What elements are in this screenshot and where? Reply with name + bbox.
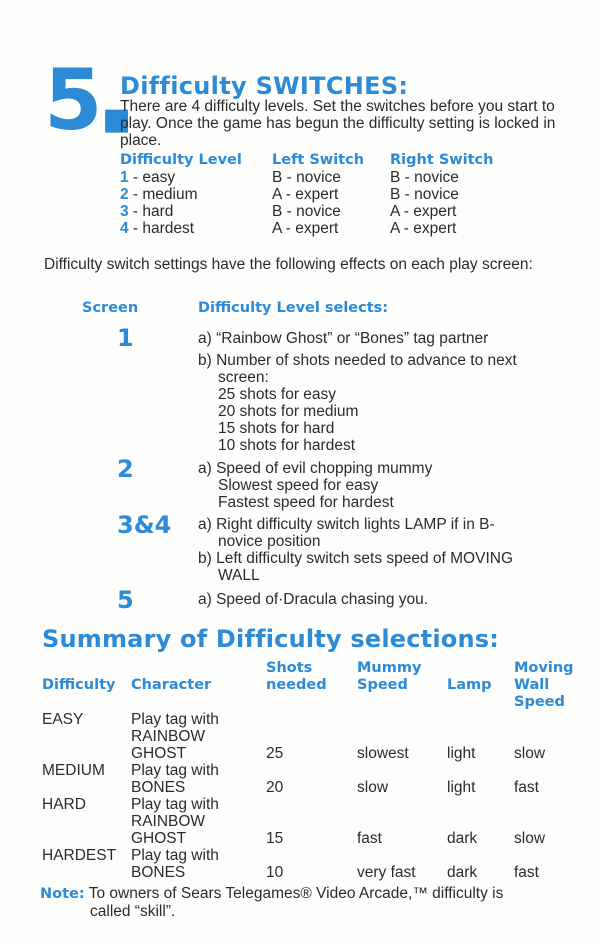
left-switch-value: A - expert: [272, 186, 339, 203]
summary-wall-speed: slow: [514, 830, 546, 847]
summary-lamp: light: [447, 745, 476, 762]
screen-number: 5: [117, 586, 134, 614]
screen-effect: Fastest speed for hardest: [218, 494, 394, 511]
summary-mummy-speed: slow: [357, 779, 389, 796]
screen-effect: a) “Rainbow Ghost” or “Bones” tag partner: [198, 330, 489, 347]
summary-lamp: dark: [447, 830, 478, 847]
summary-mummy-speed: very fast: [357, 864, 416, 881]
left-switch-column: [272, 152, 364, 237]
screen-number: 2: [117, 455, 134, 483]
summary-header-wall: Moving Wall Speed: [514, 660, 574, 710]
level-row: 1 - easy: [120, 169, 176, 186]
summary-header-mummy: Mummy Speed: [357, 660, 422, 693]
summary-header-character: Character: [131, 677, 212, 693]
summary-mummy-speed: slowest: [357, 745, 409, 762]
summary-shots: 20: [266, 779, 284, 796]
right-switch-value: B - novice: [390, 186, 459, 203]
summary-character: Play tag with RAINBOW GHOST: [131, 796, 219, 847]
right-switch-header: Right Switch: [390, 152, 494, 168]
screen-effect: a) Speed of evil chopping mummy: [198, 460, 433, 477]
screen-effect: WALL: [218, 567, 260, 584]
summary-mummy-speed: fast: [357, 830, 382, 847]
screen-effect: novice position: [218, 533, 321, 550]
right-switch-value: A - expert: [390, 203, 457, 220]
screen-effect: 25 shots for easy: [218, 386, 337, 403]
summary-character: Play tag with BONES: [131, 847, 219, 881]
effects-intro: Difficulty switch settings have the following effects on each play screen:: [44, 256, 533, 273]
right-switch-value: B - novice: [390, 169, 459, 186]
summary-difficulty: HARD: [42, 796, 86, 813]
summary-character: Play tag with RAINBOW GHOST: [131, 711, 219, 762]
summary-lamp: light: [447, 779, 476, 796]
level-row: 2 - medium: [120, 186, 198, 203]
summary-shots: 25: [266, 745, 284, 762]
screen-effect: b) Left difficulty switch sets speed of MOVING: [198, 550, 514, 567]
left-switch-value: A - expert: [272, 220, 339, 237]
note-text: To owners of Sears Telegames® Video Arcade,™ difficulty is: [88, 885, 504, 902]
selects-column-header: Difficulty Level selects:: [198, 300, 389, 316]
level-row: 3 - hard: [120, 203, 174, 220]
left-switch-value: B - novice: [272, 169, 341, 186]
summary-title: Summary of Difficulty selections:: [42, 625, 500, 653]
section-intro: There are 4 difficulty levels. Set the switches before you start to play. Once the game has begun the difficulty setting is locked in place.: [120, 98, 556, 149]
summary-wall-speed: fast: [514, 779, 539, 796]
screen-effect: Slowest speed for easy: [218, 477, 379, 494]
screen-effect: 20 shots for medium: [218, 403, 359, 420]
screen-effect: screen:: [218, 369, 269, 386]
level-column: [120, 152, 242, 237]
summary-difficulty: HARDEST: [42, 847, 117, 864]
screen-effect: a) Speed of·Dracula chasing you.: [198, 591, 429, 608]
note-text-cont: called “skill”.: [90, 903, 176, 920]
note-label: Note:: [40, 886, 85, 902]
note: [40, 885, 580, 920]
summary-wall-speed: slow: [514, 745, 546, 762]
summary-header-shots: Shots needed: [266, 660, 327, 693]
level-header: Difficulty Level: [120, 152, 242, 168]
summary-shots: 15: [266, 830, 284, 847]
summary-wall-speed: fast: [514, 864, 539, 881]
summary-header-lamp: Lamp: [447, 677, 492, 693]
summary-header-difficulty: Difficulty: [42, 677, 116, 693]
summary-difficulty: EASY: [42, 711, 84, 728]
screen-effect: a) Right difficulty switch lights LAMP if in B-: [198, 516, 495, 533]
summary-lamp: dark: [447, 864, 478, 881]
screen-number: 3&4: [117, 511, 172, 539]
summary-shots: 10: [266, 864, 284, 881]
screen-effect: b) Number of shots needed to advance to next: [198, 352, 517, 369]
screen-effect: 15 shots for hard: [218, 420, 335, 437]
screen-column-header: Screen: [82, 300, 139, 316]
section-title: Difficulty SWITCHES:: [120, 72, 409, 100]
left-switch-header: Left Switch: [272, 152, 365, 168]
level-row: 4 - hardest: [120, 220, 195, 237]
left-switch-value: B - novice: [272, 203, 341, 220]
summary-difficulty: MEDIUM: [42, 762, 105, 779]
right-switch-value: A - expert: [390, 220, 457, 237]
screen-number: 1: [117, 324, 134, 352]
screen-effect: 10 shots for hardest: [218, 437, 355, 454]
section-number: 5■: [44, 51, 131, 149]
summary-character: Play tag with BONES: [131, 762, 219, 796]
right-switch-column: [390, 152, 493, 237]
